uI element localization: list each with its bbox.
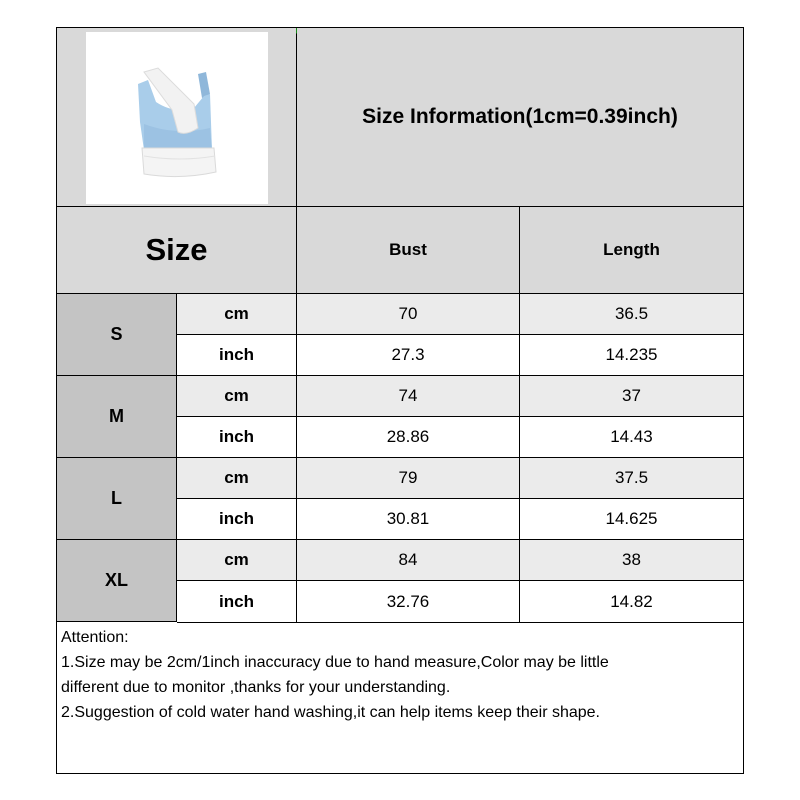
unit-cell (177, 417, 297, 458)
size-label-cell (57, 458, 177, 540)
size-header: Size (145, 232, 208, 267)
length-value-cell (520, 417, 743, 458)
attention-heading: Attention: (61, 629, 129, 646)
bust-value: 79 (398, 468, 418, 487)
bust-value-cell (297, 376, 520, 417)
bust-value-cell (297, 335, 520, 376)
length-value: 14.82 (610, 591, 653, 611)
note-line: 1.Size may be 2cm/1inch inaccuracy due to hand measure,Color may be little (61, 654, 609, 671)
product-image (86, 32, 268, 204)
length-value: 37 (622, 386, 641, 405)
unit-label: inch (219, 427, 254, 446)
length-header: Length (603, 240, 660, 259)
bust-value-cell (297, 294, 520, 335)
bust-value: 28.86 (386, 427, 430, 446)
size-label-cell (57, 294, 177, 376)
length-value-cell (520, 458, 743, 499)
length-value-cell (520, 376, 743, 417)
unit-label: cm (224, 304, 249, 323)
length-value: 14.43 (610, 427, 653, 446)
length-value: 14.235 (605, 345, 658, 364)
size-chart (56, 27, 744, 774)
length-value-cell (520, 335, 743, 376)
bust-value: 27.3 (391, 345, 425, 364)
bust-value-cell (297, 458, 520, 499)
attention-notes (57, 623, 743, 773)
sports-bra-illustration (86, 32, 268, 204)
bust-value-cell (297, 417, 520, 458)
size-label: M (109, 406, 124, 426)
length-value-cell (520, 499, 743, 540)
length-value-cell (520, 540, 743, 581)
size-header-cell (57, 207, 297, 294)
length-value: 38 (622, 550, 641, 569)
size-label-cell (57, 376, 177, 458)
unit-label: cm (224, 550, 249, 569)
bust-value: 74 (398, 386, 418, 405)
unit-label: inch (219, 591, 254, 611)
length-header-cell (520, 207, 743, 294)
length-value: 36.5 (614, 304, 649, 323)
size-label: L (111, 488, 122, 508)
bust-value: 32.76 (386, 591, 430, 611)
unit-label: cm (224, 386, 249, 405)
bust-value-cell (297, 581, 520, 623)
unit-cell (177, 335, 297, 376)
unit-cell (177, 376, 297, 417)
unit-label: inch (219, 509, 254, 528)
length-value-cell (520, 581, 743, 623)
bust-header-cell (297, 207, 520, 294)
length-value-cell (520, 294, 743, 335)
unit-cell (177, 581, 297, 623)
bust-value: 84 (398, 550, 418, 569)
length-value: 14.625 (605, 509, 658, 528)
note-line: different due to monitor ,thanks for your understanding. (61, 679, 451, 696)
size-label: XL (104, 570, 128, 590)
size-label: S (110, 324, 123, 344)
bust-value: 70 (398, 304, 418, 323)
bust-header: Bust (389, 240, 427, 259)
unit-label: cm (224, 468, 249, 487)
unit-cell (177, 540, 297, 581)
unit-cell (177, 294, 297, 335)
unit-label: inch (219, 345, 254, 364)
title-cell (297, 28, 743, 207)
size-info-title: Size Information(1cm=0.39inch) (362, 105, 678, 128)
unit-cell (177, 499, 297, 540)
unit-cell (177, 458, 297, 499)
size-label-cell (57, 540, 177, 622)
bust-value: 30.81 (386, 509, 430, 528)
bust-value-cell (297, 499, 520, 540)
length-value: 37.5 (614, 468, 649, 487)
note-line: 2.Suggestion of cold water hand washing,it can help items keep their shape. (61, 704, 600, 721)
bust-value-cell (297, 540, 520, 581)
